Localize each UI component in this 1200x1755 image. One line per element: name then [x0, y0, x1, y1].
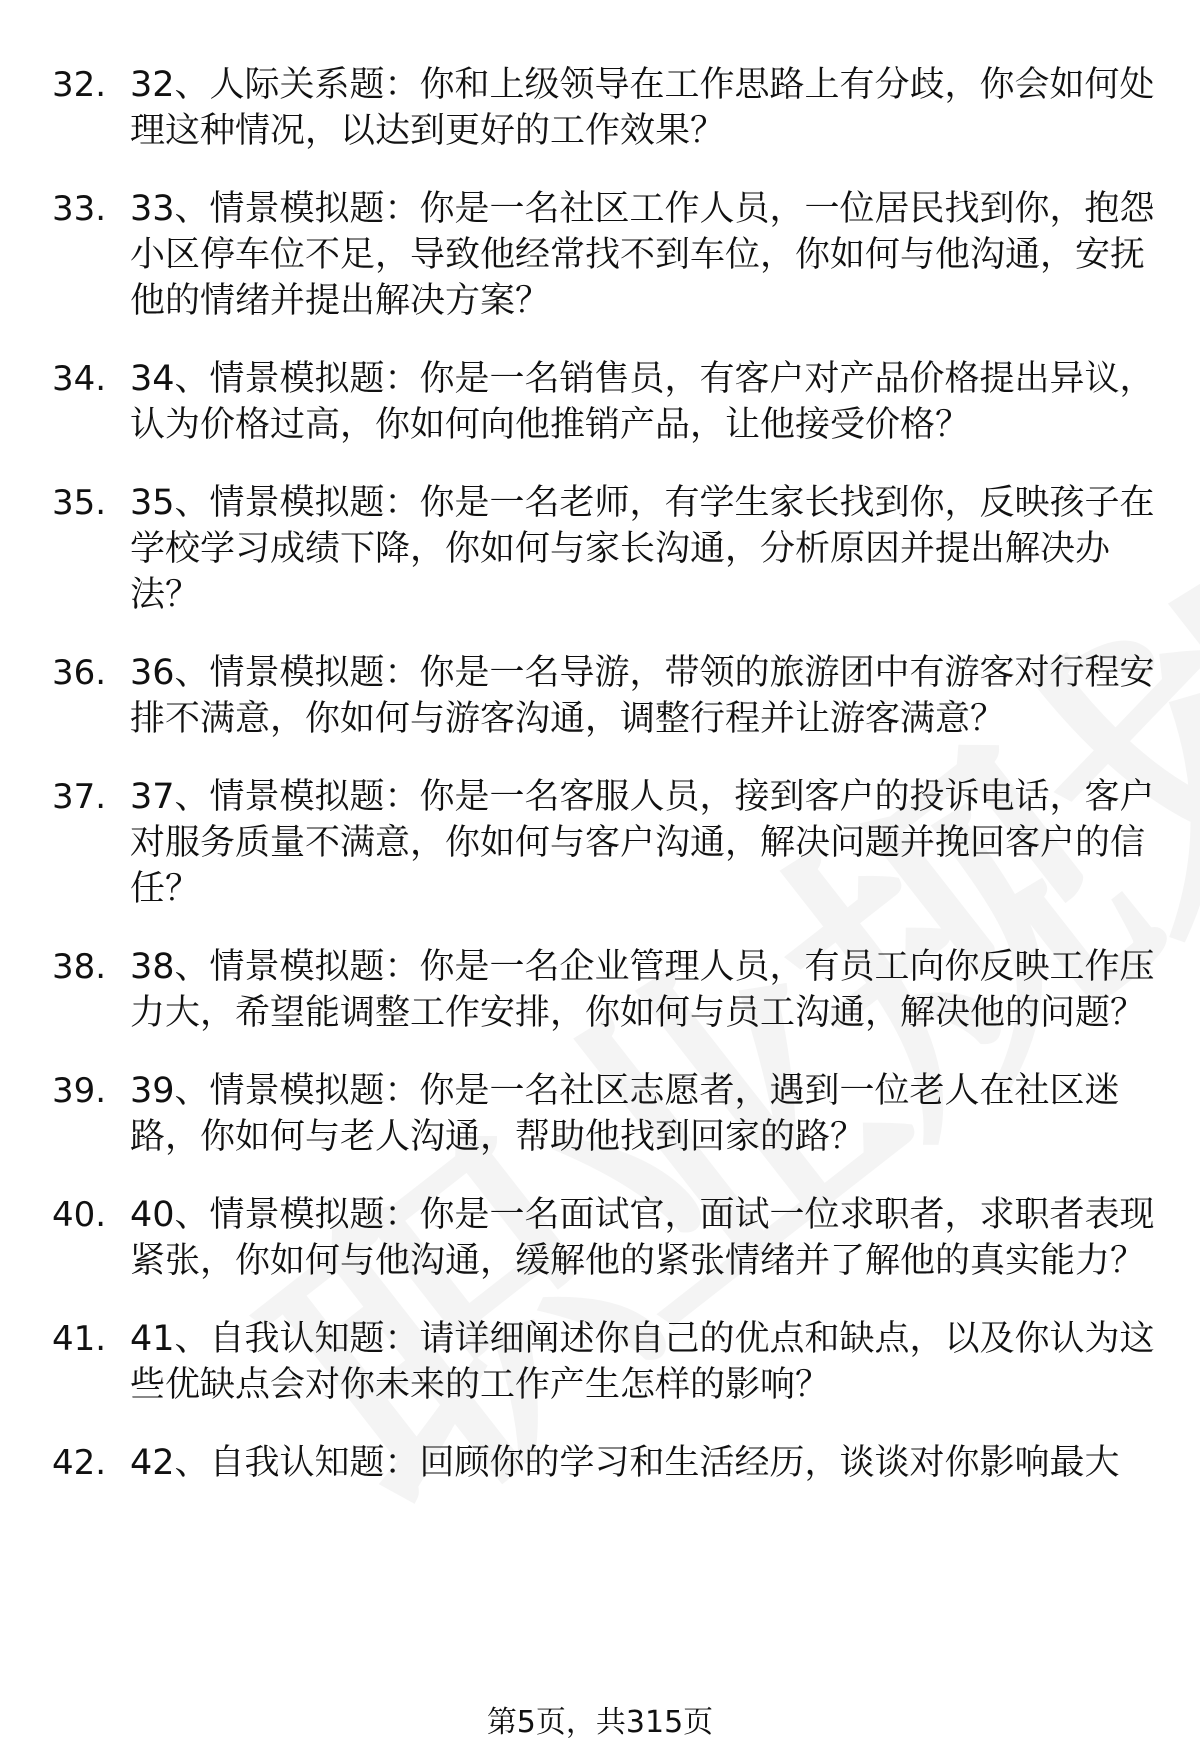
item-number: 40. [52, 1195, 107, 1235]
list-item [52, 62, 1162, 154]
list-item [52, 1068, 1162, 1160]
item-text: 37、情景模拟题：你是一名客服人员，接到客户的投诉电话，客户对服务质量不满意，你如何与客户沟通，解决问题并挽回客户的信任？ [130, 777, 1155, 909]
list-item [52, 1192, 1162, 1284]
list-item [52, 1316, 1162, 1408]
item-number: 41. [52, 1319, 107, 1359]
item-text: 34、情景模拟题：你是一名销售员，有客户对产品价格提出异议，认为价格过高，你如何向他推销产品，让他接受价格？ [130, 359, 1155, 445]
item-text: 33、情景模拟题：你是一名社区工作人员，一位居民找到你，抱怨小区停车位不足，导致他经常找不到车位，你如何与他沟通，安抚他的情绪并提出解决方案？ [130, 189, 1155, 321]
list-item [52, 480, 1162, 618]
page-footer: 第5页，共315页 [486, 1705, 714, 1740]
item-number: 39. [52, 1071, 107, 1111]
item-number: 35. [52, 483, 107, 523]
item-text: 32、人际关系题：你和上级领导在工作思路上有分歧，你会如何处理这种情况，以达到更好的工作效果？ [130, 65, 1155, 151]
item-number: 34. [52, 359, 107, 399]
list-item [52, 944, 1162, 1036]
list-item [52, 774, 1162, 912]
item-number: 33. [52, 189, 107, 229]
list-item [52, 356, 1162, 448]
question-list [52, 62, 1162, 1518]
list-item [52, 186, 1162, 324]
item-text: 38、情景模拟题：你是一名企业管理人员，有员工向你反映工作压力大，希望能调整工作安排，你如何与员工沟通，解决他的问题？ [130, 947, 1155, 1033]
item-number: 37. [52, 777, 107, 817]
item-number: 36. [52, 653, 107, 693]
list-item [52, 1440, 1162, 1486]
item-number: 42. [52, 1443, 107, 1483]
list-item [52, 650, 1162, 742]
item-text: 35、情景模拟题：你是一名老师，有学生家长找到你，反映孩子在学校学习成绩下降，你如何与家长沟通，分析原因并提出解决办法？ [130, 483, 1155, 615]
item-number: 32. [52, 65, 107, 105]
item-text: 39、情景模拟题：你是一名社区志愿者，遇到一位老人在社区迷路，你如何与老人沟通，帮助他找到回家的路？ [130, 1071, 1120, 1157]
item-text: 42、自我认知题：回顾你的学习和生活经历，谈谈对你影响最大 [130, 1443, 1120, 1483]
item-number: 38. [52, 947, 107, 987]
item-text: 36、情景模拟题：你是一名导游，带领的旅游团中有游客对行程安排不满意，你如何与游客沟通，调整行程并让游客满意？ [130, 653, 1155, 739]
item-text: 40、情景模拟题：你是一名面试官，面试一位求职者，求职者表现紧张，你如何与他沟通，缓解他的紧张情绪并了解他的真实能力？ [130, 1195, 1155, 1281]
item-text: 41、自我认知题：请详细阐述你自己的优点和缺点，以及你认为这些优缺点会对你未来的工作产生怎样的影响？ [130, 1319, 1155, 1405]
